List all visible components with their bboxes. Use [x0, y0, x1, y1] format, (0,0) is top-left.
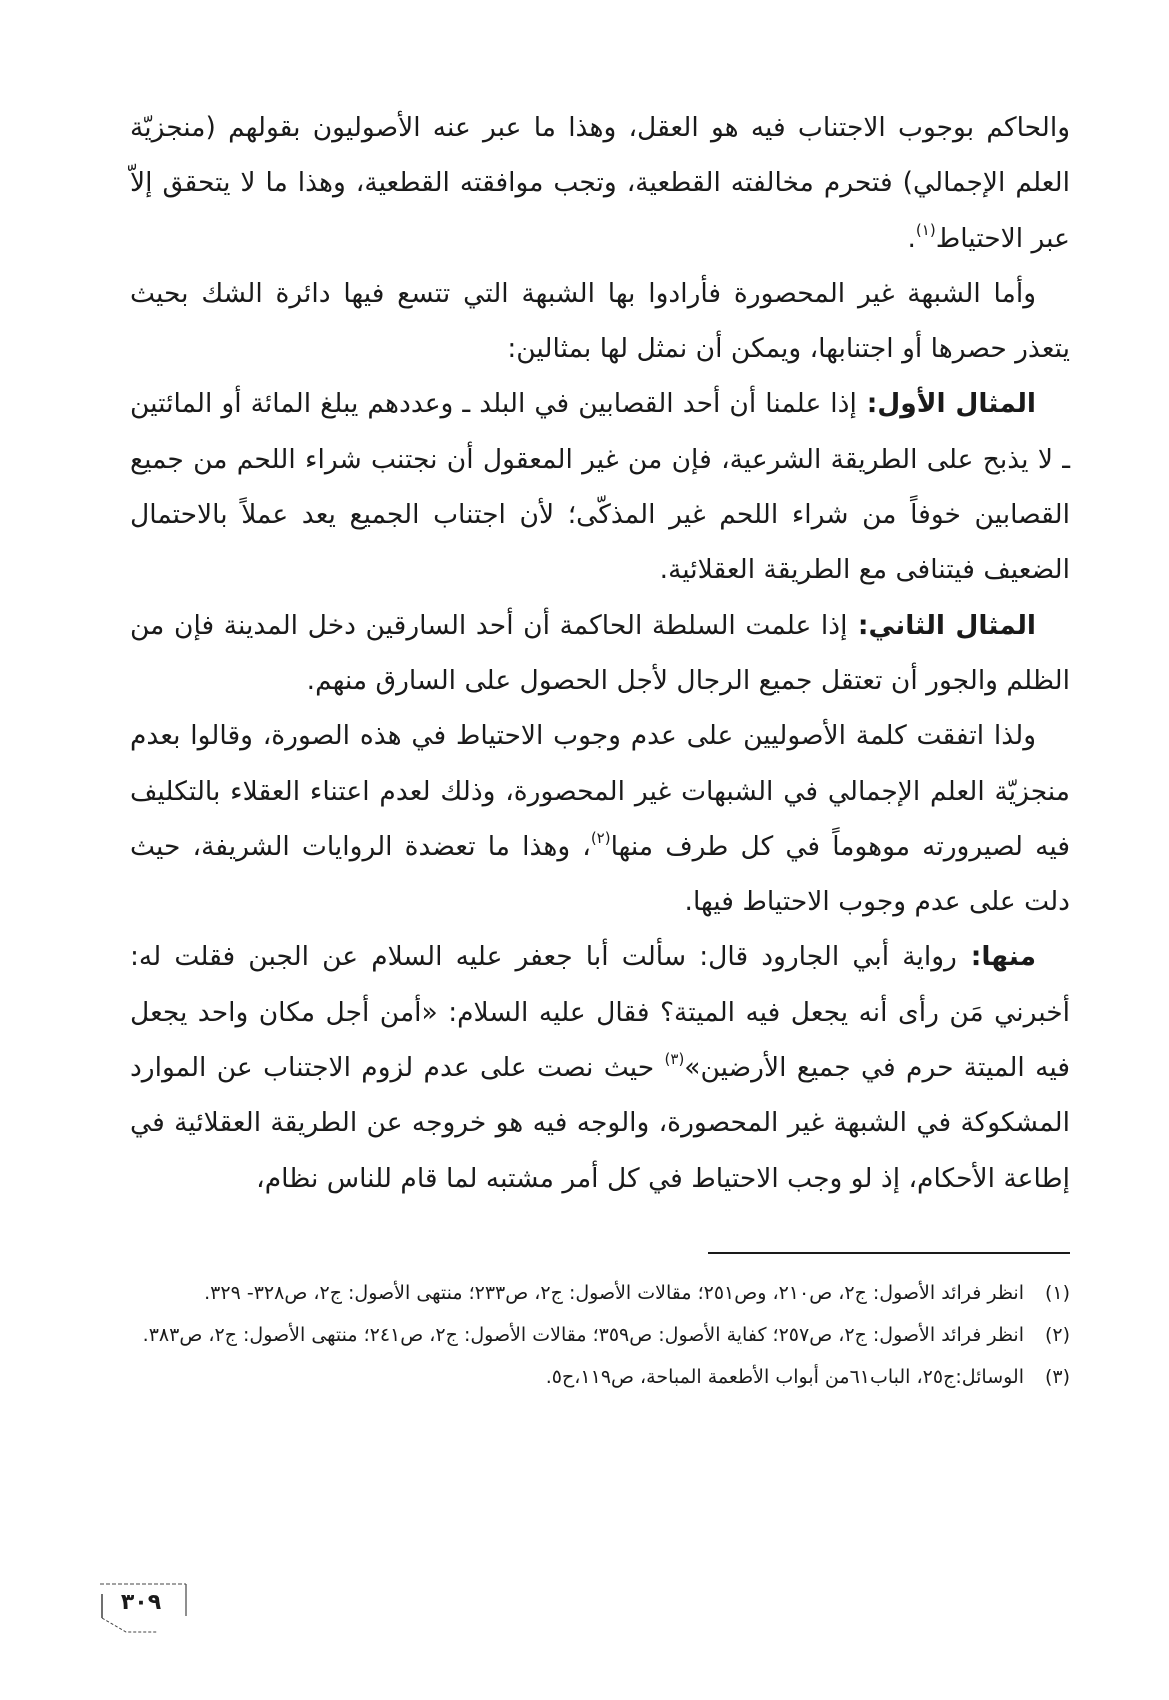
- example-two-heading: المثال الثاني:: [847, 609, 1036, 641]
- book-page: [130, 100, 1070, 1660]
- footnote-ref-1: (١): [915, 220, 936, 239]
- footnotes: [130, 1272, 1070, 1398]
- footnote-3-text: الوسائل:ج٢٥، الباب٦١من أبواب الأطعمة المباحة، ص١١٩،ح٥.: [545, 1366, 1024, 1388]
- example-one-heading: المثال الأول:: [856, 388, 1036, 420]
- paragraph-4: [130, 598, 1070, 709]
- footnote-divider: [708, 1252, 1070, 1254]
- footnote-2-number: (٢): [1044, 1324, 1070, 1346]
- page-number: ٣٠٩: [120, 1590, 162, 1615]
- evidence-heading: منها:: [956, 941, 1037, 973]
- paragraph-5-tail: ، وهذا ما تعضدة الروايات الشريفة، حيث دلت على عدم وجوب الاحتياط فيها.: [130, 830, 1070, 918]
- footnote-3-number: (٣): [1044, 1366, 1070, 1388]
- paragraph-1-tail: .: [907, 222, 916, 254]
- paragraph-3: [130, 376, 1070, 597]
- paragraph-6: [130, 929, 1070, 1205]
- paragraph-6-text: رواية أبي الجارود قال: سألت أبا جعفر عليه السلام عن الجبن فقلت له: أخبرني مَن رأى أنه يجعل فيه الميتة؟ فقال عليه السلام: «أمن أجل مكان واحد يجعل فيه الميتة حرم في جميع الأرضين»: [130, 941, 1070, 1084]
- paragraph-1: [130, 100, 1070, 266]
- paragraph-5: [130, 708, 1070, 929]
- footnote-1: [130, 1272, 1070, 1314]
- footnote-2: [130, 1314, 1070, 1356]
- paragraph-1-text: والحاكم بوجوب الاجتناب فيه هو العقل، وهذا ما عبر عنه الأصوليون بقولهم (منجزيّة العلم الإجمالي) فتحرم مخالفته القطعية، وتجب موافقته القطعية، وهذا ما لا يتحقق إلاّ عبر الاحتياط: [130, 112, 1070, 254]
- paragraph-5-text: ولذا اتفقت كلمة الأصوليين على عدم وجوب الاحتياط في هذه الصورة، وقالوا بعدم منجزيّة العلم الإجمالي في الشبهات غير المحصورة، وذلك لعدم اعتناء العقلاء بالتكليف فيه لصيرورته موهوماً في كل طرف منها: [130, 720, 1070, 862]
- paragraph-2-text: وأما الشبهة غير المحصورة فأرادوا بها الشبهة التي تتسع فيها دائرة الشك بحيث يتعذر حصرها أو اجتنابها، ويمكن أن نمثل لها بمثالين:: [130, 277, 1070, 365]
- paragraph-6-tail: حيث نصت على عدم لزوم الاجتناب عن الموارد المشكوكة في الشبهة غير المحصورة، والوجه فيه هو خروجه عن الطريقة العقلائية في إطاعة الأحكام، إذ لو وجب الاحتياط في كل أمر مشتبه لما قام للناس نظام،: [130, 1052, 1070, 1194]
- footnote-2-text: انظر فرائد الأصول: ج٢، ص٢٥٧؛ كفاية الأصول: ص٣٥٩؛ مقالات الأصول: ج٢، ص٢٤١؛ منتهى الأصول: ج٢، ص٣٨٣.: [142, 1324, 1024, 1346]
- paragraph-4-text: إذا علمت السلطة الحاكمة أن أحد السارقين دخل المدينة فإن من الظلم والجور أن تعتقل جميع الرجال لأجل الحصول على السارق منهم.: [130, 609, 1070, 696]
- footnote-ref-2: (٢): [590, 828, 611, 847]
- paragraph-2: [130, 266, 1070, 377]
- footnote-1-text: انظر فرائد الأصول: ج٢، ص٢١٠، وص٢٥١؛ مقالات الأصول: ج٢، ص٢٣٣؛ منتهى الأصول: ج٢، ص٣٢٨- ٣٢٩.: [204, 1282, 1024, 1304]
- paragraph-3-text: إذا علمنا أن أحد القصابين في البلد ـ وعددهم يبلغ المائة أو المائتين ـ لا يذبح على الطريقة الشرعية، فإن من غير المعقول أن نجتنب شراء اللحم من جميع القصابين خوفاً من شراء اللحم غير المذكّى؛ لأن اجتناب الجميع يعد عملاً بالاحتمال الضعيف فيتنافى مع الطريقة العقلائية.: [130, 388, 1070, 586]
- footnote-3: [130, 1356, 1070, 1398]
- main-text: [130, 100, 1070, 1206]
- footnote-1-number: (١): [1044, 1282, 1070, 1304]
- footnote-ref-3: (٣): [664, 1050, 685, 1069]
- page-number-box: [96, 1578, 192, 1636]
